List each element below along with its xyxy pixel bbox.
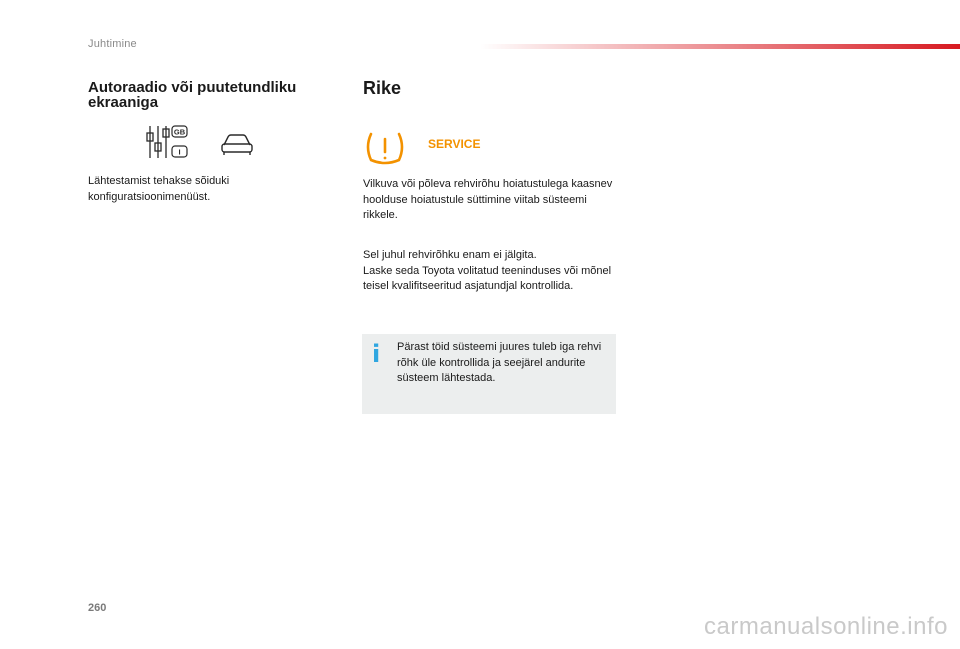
gb-label: GB: [173, 127, 186, 137]
info-box: [362, 334, 616, 414]
left-paragraph: Lähtestamist tehakse sõiduki konfiguratsioonimenüüst.: [88, 175, 230, 203]
left-heading: Autoraadio või puutetundliku ekraaniga: [88, 79, 297, 111]
info-icon: i: [372, 340, 381, 368]
sliders-icon: [147, 126, 169, 158]
header-bar: [480, 44, 960, 49]
settings-icons: [145, 124, 255, 164]
watermark: carmanualsonline.info: [704, 613, 948, 640]
right-paragraph-1: Vilkuva või põleva rehvirõhu hoiatustulega kaasnev hoolduse hoiatustule süttimine viitab süsteemi rikkele.: [363, 178, 613, 221]
tire-pressure-warning-icon: [368, 134, 402, 163]
language-i-icon: [172, 146, 187, 157]
language-gb-icon: [172, 126, 187, 137]
section-label: Juhtimine: [88, 38, 137, 50]
warning-icons: [364, 130, 481, 170]
car-icon: [222, 135, 252, 155]
right-heading: Rike: [363, 78, 402, 98]
info-text: Pärast töid süsteemi juures tuleb iga rehvi rõhk üle kontrollida ja seejärel andurite süsteem lähtestada.: [397, 341, 602, 384]
i-label: I: [178, 147, 181, 157]
right-paragraph-2: [363, 248, 613, 295]
paragraph-2-line-2: Laske seda Toyota volitatud teeninduses või mõnel teisel kvalifitseeritud asjatundjal kontrollida.: [363, 264, 612, 292]
paragraph-2-line-1: Sel juhul rehvirõhku enam ei jälgita.: [363, 249, 537, 261]
service-warning-label: SERVICE: [428, 137, 481, 151]
page-number: 260: [88, 602, 107, 614]
